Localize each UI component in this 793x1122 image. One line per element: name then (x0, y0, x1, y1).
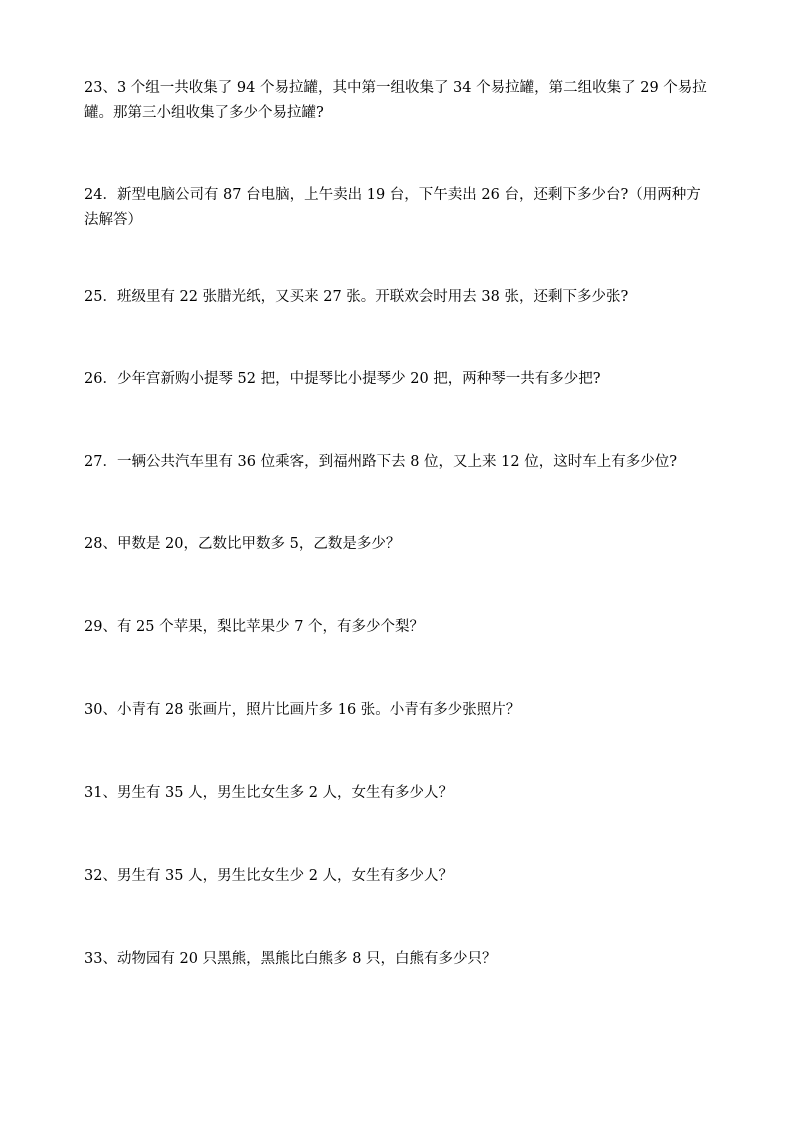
problem-28: 28、甲数是 20，乙数比甲数多 5，乙数是多少？ (84, 536, 401, 552)
problem-23: 23、3 个组一共收集了 94 个易拉罐，其中第一组收集了 34 个易拉罐，第二组收集了 29 个易拉罐。那第三小组收集了多少个易拉罐? (84, 80, 707, 121)
problem-24: 24．新型电脑公司有 87 台电脑，上午卖出 19 台，下午卖出 26 台，还剩下多少台?（用两种方法解答） (84, 187, 701, 228)
problem-31: 31、男生有 35 人，男生比女生多 2 人，女生有多少人？ (84, 785, 454, 801)
problem-25: 25．班级里有 22 张腊光纸，又买来 27 张。开联欢会时用去 38 张，还剩下多少张? (84, 289, 629, 305)
problem-30: 30、小青有 28 张画片，照片比画片多 16 张。小青有多少张照片？ (84, 702, 521, 718)
problem-29: 29、有 25 个苹果，梨比苹果少 7 个，有多少个梨？ (84, 619, 425, 635)
problem-27: 27．一辆公共汽车里有 36 位乘客，到福州路下去 8 位，又上来 12 位，这时车上有多少位? (84, 454, 678, 470)
problem-33: 33、动物园有 20 只黑熊，黑熊比白熊多 8 只，白熊有多少只？ (84, 951, 497, 967)
problem-32: 32、男生有 35 人，男生比女生少 2 人，女生有多少人？ (84, 868, 454, 884)
problem-26: 26．少年宫新购小提琴 52 把，中提琴比小提琴少 20 把，两种琴一共有多少把? (84, 371, 601, 387)
